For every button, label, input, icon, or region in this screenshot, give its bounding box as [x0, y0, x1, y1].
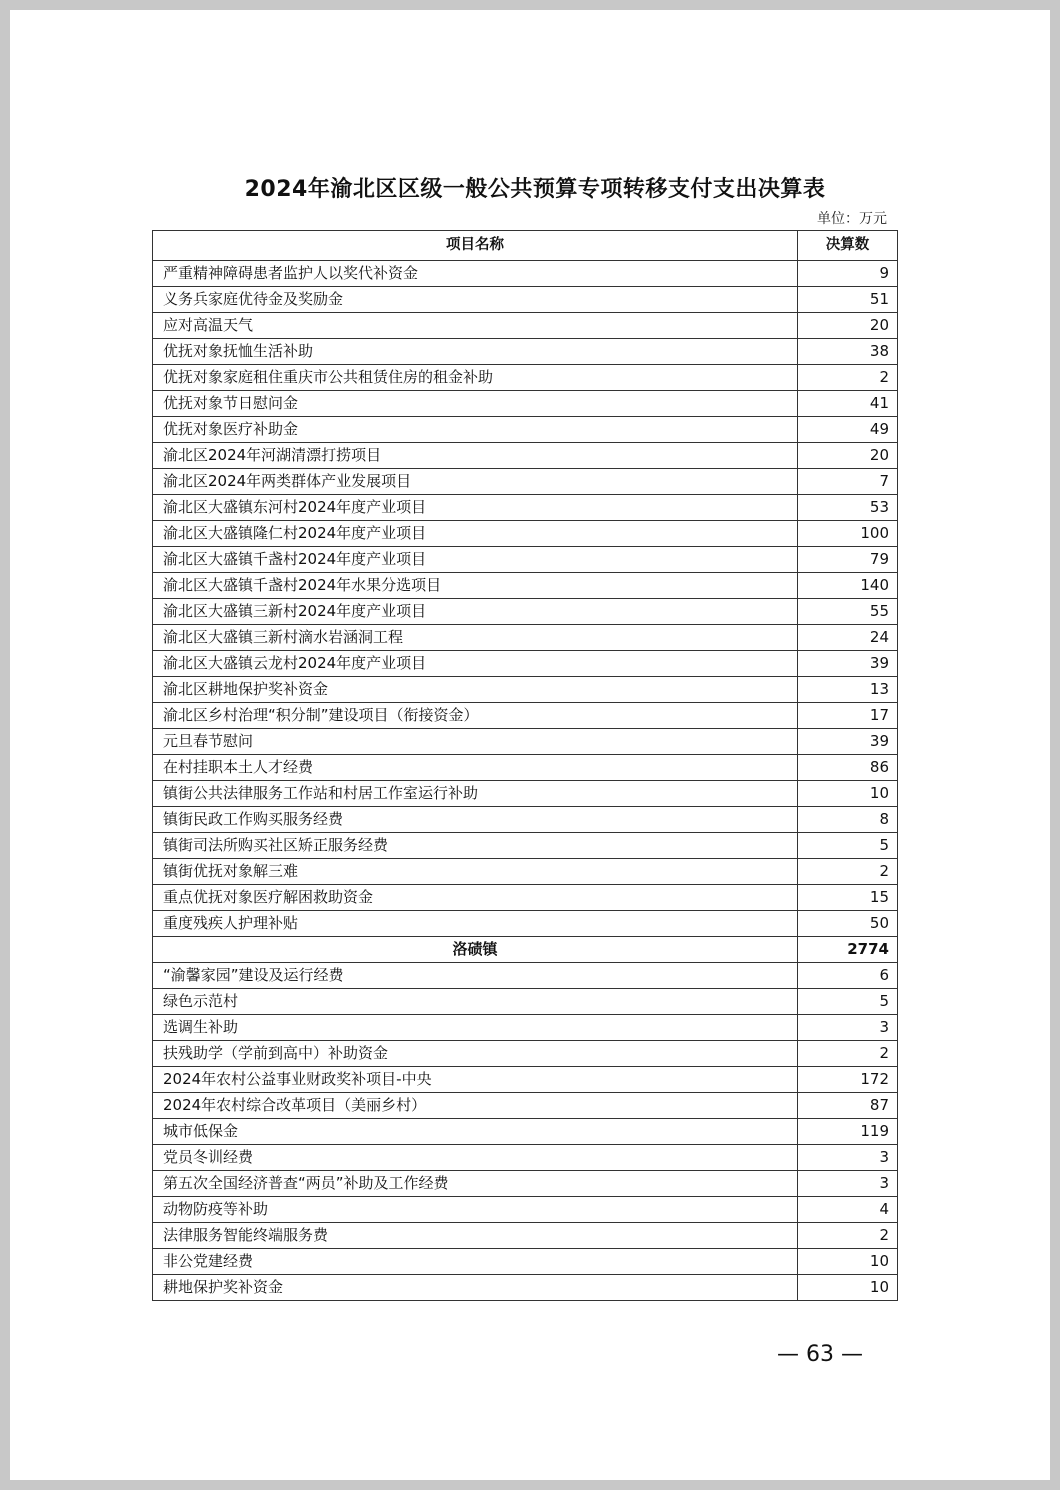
item-name-cell: 选调生补助: [153, 1015, 798, 1041]
unit-label: 单位：万元: [817, 211, 887, 227]
amount-cell: 5: [798, 989, 898, 1015]
amount-cell: 7: [798, 469, 898, 495]
table-row: [153, 807, 898, 833]
amount-cell: 100: [798, 521, 898, 547]
table-row: [153, 547, 898, 573]
table-row: [153, 313, 898, 339]
item-name-cell: 应对高温天气: [153, 313, 798, 339]
table-row: [153, 573, 898, 599]
item-name-cell: 渝北区2024年河湖清漂打捞项目: [153, 443, 798, 469]
table-row: [153, 1171, 898, 1197]
amount-cell: 6: [798, 963, 898, 989]
amount-cell: 24: [798, 625, 898, 651]
item-name-cell: 渝北区大盛镇千盏村2024年度产业项目: [153, 547, 798, 573]
table-row: [153, 365, 898, 391]
amount-cell: 2774: [798, 937, 898, 963]
table-row: [153, 495, 898, 521]
item-name-cell: 党员冬训经费: [153, 1145, 798, 1171]
item-name-cell: 重度残疾人护理补贴: [153, 911, 798, 937]
table-row: [153, 703, 898, 729]
table-row: [153, 599, 898, 625]
item-name-cell: 渝北区大盛镇隆仁村2024年度产业项目: [153, 521, 798, 547]
page-number: — 63 —: [777, 1342, 863, 1367]
amount-cell: 55: [798, 599, 898, 625]
table-row: [153, 1119, 898, 1145]
amount-cell: 79: [798, 547, 898, 573]
amount-cell: 3: [798, 1015, 898, 1041]
item-name-cell: 2024年农村综合改革项目（美丽乡村）: [153, 1093, 798, 1119]
table-row: [153, 859, 898, 885]
table-header-row: [153, 231, 898, 261]
item-name-cell: 渝北区耕地保护奖补资金: [153, 677, 798, 703]
table-row: [153, 1275, 898, 1301]
table-row: [153, 885, 898, 911]
item-name-cell: 洛碛镇: [153, 937, 798, 963]
item-name-cell: 耕地保护奖补资金: [153, 1275, 798, 1301]
amount-cell: 10: [798, 1249, 898, 1275]
amount-cell: 20: [798, 443, 898, 469]
item-name-cell: 优抚对象家庭租住重庆市公共租赁住房的租金补助: [153, 365, 798, 391]
table-row: [153, 755, 898, 781]
table-row: [153, 729, 898, 755]
amount-cell: 87: [798, 1093, 898, 1119]
table-row: [153, 963, 898, 989]
item-name-cell: 法律服务智能终端服务费: [153, 1223, 798, 1249]
table-row: [153, 651, 898, 677]
amount-cell: 13: [798, 677, 898, 703]
table-row: [153, 521, 898, 547]
item-name-cell: 优抚对象节日慰问金: [153, 391, 798, 417]
header-item-name: 项目名称: [153, 231, 798, 261]
item-name-cell: 非公党建经费: [153, 1249, 798, 1275]
amount-cell: 10: [798, 781, 898, 807]
amount-cell: 140: [798, 573, 898, 599]
item-name-cell: 第五次全国经济普查“两员”补助及工作经费: [153, 1171, 798, 1197]
amount-cell: 2: [798, 365, 898, 391]
amount-cell: 5: [798, 833, 898, 859]
amount-cell: 39: [798, 651, 898, 677]
amount-cell: 49: [798, 417, 898, 443]
item-name-cell: 镇街民政工作购买服务经费: [153, 807, 798, 833]
item-name-cell: 绿色示范村: [153, 989, 798, 1015]
table-row: [153, 781, 898, 807]
item-name-cell: 镇街公共法律服务工作站和村居工作室运行补助: [153, 781, 798, 807]
item-name-cell: 2024年农村公益事业财政奖补项目-中央: [153, 1067, 798, 1093]
amount-cell: 15: [798, 885, 898, 911]
table-row: [153, 469, 898, 495]
item-name-cell: 元旦春节慰问: [153, 729, 798, 755]
item-name-cell: 城市低保金: [153, 1119, 798, 1145]
amount-cell: 41: [798, 391, 898, 417]
amount-cell: 39: [798, 729, 898, 755]
amount-cell: 50: [798, 911, 898, 937]
table-row: [153, 417, 898, 443]
amount-cell: 20: [798, 313, 898, 339]
table-row: [153, 677, 898, 703]
item-name-cell: 渝北区大盛镇云龙村2024年度产业项目: [153, 651, 798, 677]
item-name-cell: 镇街优抚对象解三难: [153, 859, 798, 885]
item-name-cell: 渝北区大盛镇东河村2024年度产业项目: [153, 495, 798, 521]
page-title: 2024年渝北区区级一般公共预算专项转移支付支出决算表: [244, 177, 826, 202]
item-name-cell: 渝北区大盛镇三新村滴水岩涵洞工程: [153, 625, 798, 651]
amount-cell: 2: [798, 1223, 898, 1249]
table-row: [153, 443, 898, 469]
table-row: [153, 1041, 898, 1067]
amount-cell: 119: [798, 1119, 898, 1145]
amount-cell: 86: [798, 755, 898, 781]
table-row: [153, 1015, 898, 1041]
amount-cell: 4: [798, 1197, 898, 1223]
item-name-cell: 动物防疫等补助: [153, 1197, 798, 1223]
amount-cell: 53: [798, 495, 898, 521]
table-row: [153, 391, 898, 417]
budget-table: [152, 230, 898, 1301]
item-name-cell: 渝北区2024年两类群体产业发展项目: [153, 469, 798, 495]
table-row: [153, 1145, 898, 1171]
item-name-cell: 严重精神障碍患者监护人以奖代补资金: [153, 261, 798, 287]
amount-cell: 172: [798, 1067, 898, 1093]
amount-cell: 9: [798, 261, 898, 287]
item-name-cell: 重点优抚对象医疗解困救助资金: [153, 885, 798, 911]
amount-cell: 3: [798, 1171, 898, 1197]
amount-cell: 2: [798, 859, 898, 885]
table-row: [153, 261, 898, 287]
item-name-cell: 镇街司法所购买社区矫正服务经费: [153, 833, 798, 859]
item-name-cell: 渝北区大盛镇千盏村2024年水果分选项目: [153, 573, 798, 599]
item-name-cell: 优抚对象抚恤生活补助: [153, 339, 798, 365]
table-row: [153, 911, 898, 937]
table-row: [153, 625, 898, 651]
item-name-cell: 义务兵家庭优待金及奖励金: [153, 287, 798, 313]
amount-cell: 10: [798, 1275, 898, 1301]
amount-cell: 2: [798, 1041, 898, 1067]
table-row: [153, 1249, 898, 1275]
table-row: [153, 833, 898, 859]
item-name-cell: 在村挂职本土人才经费: [153, 755, 798, 781]
table-row: [153, 1197, 898, 1223]
amount-cell: 8: [798, 807, 898, 833]
table-row: [153, 1093, 898, 1119]
table-row: [153, 1067, 898, 1093]
table-row: [153, 339, 898, 365]
item-name-cell: “渝馨家园”建设及运行经费: [153, 963, 798, 989]
table-subtotal-row: [153, 937, 898, 963]
header-amount: 决算数: [798, 231, 898, 261]
amount-cell: 51: [798, 287, 898, 313]
table-row: [153, 1223, 898, 1249]
item-name-cell: 渝北区大盛镇三新村2024年度产业项目: [153, 599, 798, 625]
amount-cell: 38: [798, 339, 898, 365]
table-row: [153, 287, 898, 313]
item-name-cell: 扶残助学（学前到高中）补助资金: [153, 1041, 798, 1067]
amount-cell: 3: [798, 1145, 898, 1171]
item-name-cell: 渝北区乡村治理“积分制”建设项目（衔接资金）: [153, 703, 798, 729]
table-row: [153, 989, 898, 1015]
amount-cell: 17: [798, 703, 898, 729]
item-name-cell: 优抚对象医疗补助金: [153, 417, 798, 443]
